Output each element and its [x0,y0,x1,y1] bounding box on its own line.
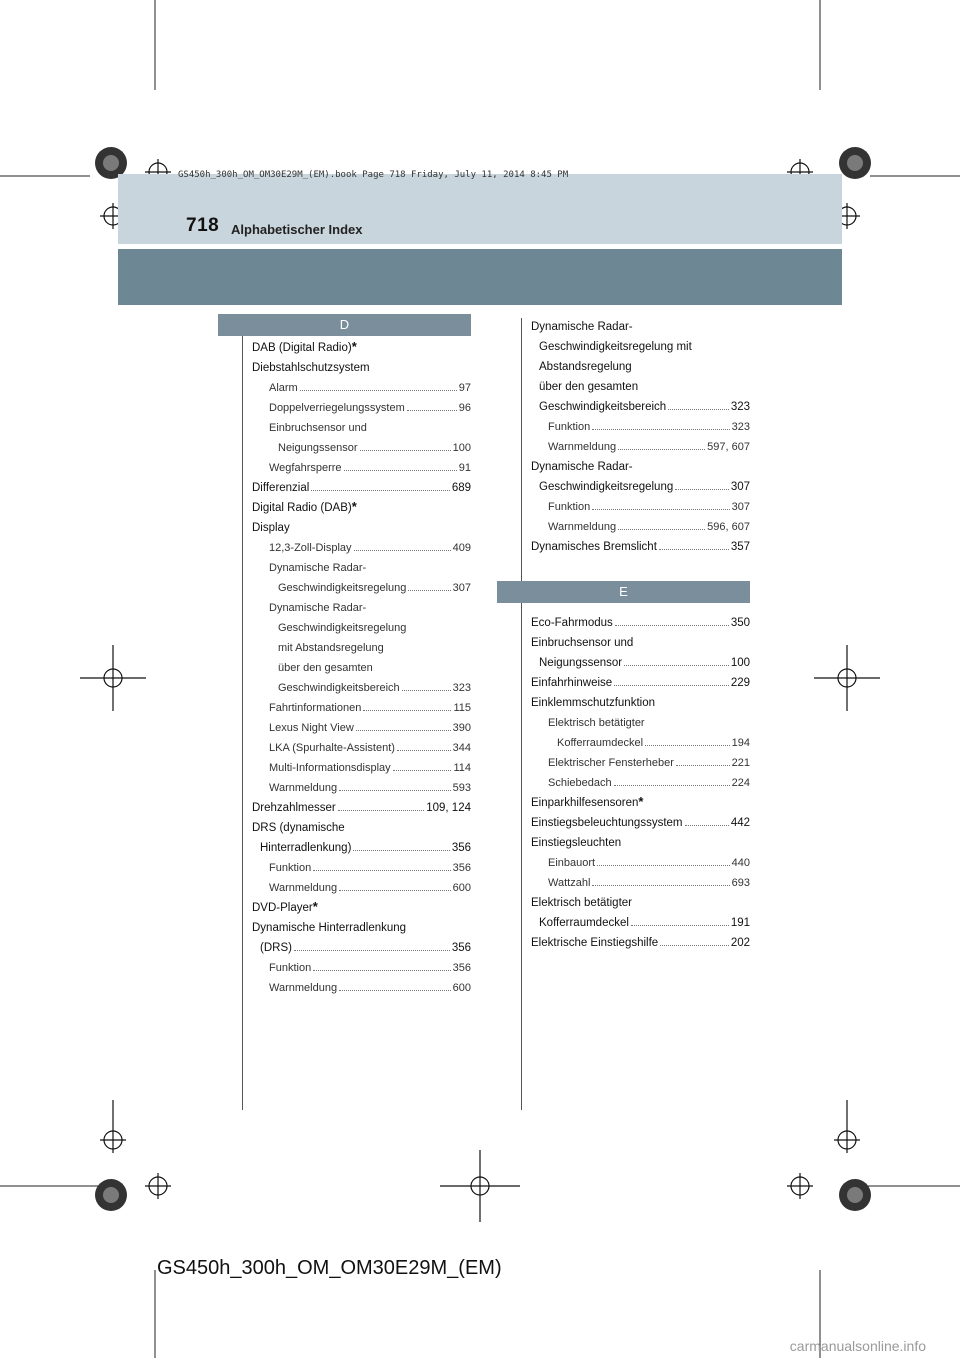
index-entry-label: Einbauort [548,857,596,869]
index-entry-label: Warnmeldung [548,521,617,533]
index-entry [252,938,471,958]
dot-leader [618,449,705,450]
index-entry-page: 100 [730,657,750,669]
index-entry [531,833,750,853]
index-entry [252,838,471,858]
index-entry: DVD-Player * [252,898,471,918]
dot-leader [408,590,450,591]
header-band-dark [118,249,842,305]
index-entry [252,418,471,438]
index-entry [531,693,750,713]
index-entry [252,878,471,898]
index-entry-label: Dynamische Radar- [531,321,633,333]
index-entry-page: 350 [730,617,750,629]
index-entry [531,813,750,833]
index-entry-page: 100 [452,442,471,454]
index-entry [252,598,471,618]
index-entry [252,398,471,418]
dot-leader [313,870,450,871]
dot-leader [615,625,729,626]
dot-leader [360,450,451,451]
index-entry-page: 409 [452,542,471,554]
index-entry-label: Funktion [269,862,312,874]
index-entry [252,818,471,838]
index-entry-page: 442 [730,817,750,829]
index-entry-label: Einparkhilfesensoren [531,797,639,809]
index-entry-label: Geschwindigkeitsbereich [278,682,400,694]
dot-leader [624,665,729,666]
section-title: Alphabetischer Index [231,222,363,237]
dot-leader [363,710,451,711]
dot-leader [356,730,451,731]
index-entry-label: Fahrtinformationen [269,702,362,714]
index-entry: Einparkhilfesensoren * [531,793,750,813]
index-entry-label: DVD-Player [252,902,313,914]
index-entry-label: Dynamische Radar- [269,602,367,614]
index-entry-label: Digital Radio (DAB) [252,502,352,514]
index-entry-label: Warnmeldung [269,782,338,794]
index-entry-page: 356 [451,842,471,854]
index-entry-page: 693 [731,877,750,889]
index-entry-label: Dynamische Hinterradlenkung [252,922,407,934]
index-entry-label: Einstiegsbeleuchtungssystem [531,817,683,829]
index-entry [252,978,471,998]
index-entry [531,417,750,437]
index-entry [531,477,750,497]
header-band-light [118,174,842,244]
index-entry-page: 202 [730,937,750,949]
index-entry-label: Diebstahlschutzsystem [252,362,370,374]
index-entry-label: über den gesamten [539,381,639,393]
dot-leader [676,765,730,766]
index-entry-page: 96 [458,402,471,414]
index-entry-label: Hinterradlenkung) [260,842,352,854]
index-entry-label: Dynamische Radar- [531,461,633,473]
index-entry-label: Funktion [548,421,591,433]
index-entry [252,478,471,498]
index-entry [252,458,471,478]
index-entry-page: 357 [730,541,750,553]
index-entry [252,438,471,458]
index-entry [252,618,471,638]
index-entry-page: 97 [458,382,471,394]
watermark: carmanualsonline.info [789,1338,926,1354]
index-entry [252,718,471,738]
dot-leader [338,810,425,811]
index-entry-page: 344 [452,742,471,754]
index-entry-page: 390 [452,722,471,734]
dot-leader [660,945,729,946]
dot-leader [592,885,729,886]
index-entry [252,958,471,978]
dot-leader [300,390,457,391]
index-entry-page: 356 [452,962,471,974]
index-entry-label: Lexus Night View [269,722,354,734]
dot-leader [645,745,730,746]
index-entry-page: 229 [730,677,750,689]
dot-leader [407,410,457,411]
index-entry [252,798,471,818]
index-entry-label: Differenzial [252,482,310,494]
index-entry-label: Schiebedach [548,777,612,789]
index-entry-label: mit Abstandsregelung [278,642,384,654]
index-entry-label: Warnmeldung [269,882,338,894]
index-entry-label: Neigungssensor [278,442,358,454]
index-entry-label: (DRS) [260,942,292,954]
index-entry [252,678,471,698]
index-entry-page: 596, 607 [707,521,750,533]
index-entry-page: 689 [451,482,471,494]
index-entry-label: Einbruchsensor und [269,422,367,434]
index-entry-page: 191 [730,917,750,929]
dot-leader [614,685,729,686]
index-entry-label: Neigungssensor [539,657,623,669]
index-entry-page: 356 [451,942,471,954]
index-entry [531,773,750,793]
index-entry-label: Dynamische Radar- [269,562,367,574]
index-entry-label: Geschwindigkeitsregelung [539,481,674,493]
index-entry [252,558,471,578]
index-entry [252,518,471,538]
index-entry [531,317,750,337]
index-entry-label: Eco-Fahrmodus [531,617,613,629]
index-entry-label: Geschwindigkeitsbereich [539,401,667,413]
dot-leader [675,489,729,490]
index-entry-label: Einklemmschutzfunktion [531,697,655,709]
dot-leader [397,750,451,751]
index-entry-label: DAB (Digital Radio) [252,342,352,354]
index-entry-page: 593 [452,782,471,794]
dot-leader [339,790,451,791]
index-entry-page: 307 [452,582,471,594]
dot-leader [313,970,450,971]
index-entry-label: Kofferraumdeckel [539,917,629,929]
dot-leader [339,990,451,991]
index-entry-label: Wattzahl [548,877,591,889]
index-entry-label: Warnmeldung [269,982,338,994]
index-entry-page: 440 [731,857,750,869]
index-entries-left [252,338,471,998]
column-divider-right [521,318,522,1110]
index-entry-label: Kofferraumdeckel [557,737,644,749]
index-entry-label: Dynamisches Bremslicht [531,541,657,553]
dot-leader [294,950,450,951]
index-entry-label: Geschwindigkeitsregelung mit [539,341,692,353]
index-entry [252,738,471,758]
dot-leader [393,770,452,771]
dot-leader [618,529,705,530]
index-entry-label: Einbruchsensor und [531,637,634,649]
index-entry-label: Doppelverriegelungssystem [269,402,405,414]
index-entry [531,913,750,933]
index-entry-label: Warnmeldung [548,441,617,453]
index-entry-page: 323 [730,401,750,413]
dot-leader [685,825,729,826]
index-entry-label: 12,3-Zoll-Display [269,542,352,554]
book-info-line: GS450h_300h_OM_OM30E29M_(EM).book Page 718 Friday, July 11, 2014 8:45 PM [178,170,569,180]
dot-leader [354,550,451,551]
index-entry [531,437,750,457]
index-column-left [252,314,471,998]
index-entry-label: LKA (Spurhalte-Assistent) [269,742,395,754]
index-entry [531,753,750,773]
index-entry-label: Geschwindigkeitsregelung [278,582,407,594]
index-entry [531,893,750,913]
index-entry-page: 194 [731,737,750,749]
index-entry-label: Elektrisch betätigter [548,717,645,729]
index-entry [531,873,750,893]
index-entry-page: 323 [731,421,750,433]
index-entry-page: 221 [731,757,750,769]
index-column-right [531,317,750,953]
dot-leader [592,509,729,510]
index-entry: DAB (Digital Radio) * [252,338,471,358]
index-entry-page: 597, 607 [707,441,750,453]
index-entry [531,853,750,873]
index-entry [252,358,471,378]
index-entries-right-bottom [531,613,750,953]
index-entry [531,397,750,417]
index-entry-page: 356 [452,862,471,874]
dot-leader [402,690,451,691]
dot-leader [668,409,729,410]
index-entry-label: Elektrische Einstiegshilfe [531,937,659,949]
index-entry-label: Elektrisch betätigter [531,897,632,909]
index-entry-label: Alarm [269,382,298,394]
index-entry-label: Wegfahrsperre [269,462,342,474]
index-entry: Digital Radio (DAB) * [252,498,471,518]
index-entry-page: 323 [452,682,471,694]
index-entry-label: Einfahrhinweise [531,677,613,689]
index-entry [252,918,471,938]
index-entry [252,578,471,598]
section-heading-e: E [497,581,750,603]
dot-leader [597,865,730,866]
index-entry-page: 224 [731,777,750,789]
index-entry [531,933,750,953]
dot-leader [339,890,451,891]
page-number: 718 [186,215,220,236]
dot-leader [353,850,449,851]
index-entry [252,638,471,658]
index-entry-label: Drehzahlmesser [252,802,336,814]
index-entry-page: 109, 124 [426,802,471,814]
index-entry-page: 114 [453,762,471,774]
index-entry [531,653,750,673]
dot-leader [614,785,730,786]
index-entry-label: Multi-Informationsdisplay [269,762,391,774]
index-entry [252,858,471,878]
dot-leader [592,429,729,430]
dot-leader [659,549,729,550]
index-entry [531,633,750,653]
index-entry [252,658,471,678]
dot-leader [311,490,449,491]
index-entry-page: 307 [731,501,750,513]
index-entry [531,497,750,517]
index-entry [531,377,750,397]
index-entry-label: Funktion [269,962,312,974]
index-entry [531,673,750,693]
index-entry [531,517,750,537]
index-entry-label: Funktion [548,501,591,513]
index-entry [252,698,471,718]
index-entries-right-top [531,317,750,557]
index-entry-label: Geschwindigkeitsregelung [278,622,407,634]
column-divider-left [242,318,243,1110]
index-entry [531,537,750,557]
index-entry-page: 115 [453,702,471,714]
index-entry-label: Abstandsregelung [539,361,632,373]
index-entry-label: DRS (dynamische [252,822,345,834]
index-entry-label: Display [252,522,290,534]
index-entry-page: 307 [730,481,750,493]
section-heading-d: D [218,314,471,336]
dot-leader [631,925,729,926]
index-entry [531,713,750,733]
index-entry [531,357,750,377]
footer-manual-code: GS450h_300h_OM_OM30E29M_(EM) [157,1257,502,1279]
index-entry [531,457,750,477]
dot-leader [344,470,457,471]
index-entry [252,538,471,558]
index-entry [531,613,750,633]
index-entry-label: über den gesamten [278,662,373,674]
index-entry [252,758,471,778]
index-entry-label: Einstiegsleuchten [531,837,622,849]
index-entry [252,378,471,398]
index-entry-label: Elektrischer Fensterheber [548,757,674,769]
index-entry-page: 600 [452,982,471,994]
index-entry [252,778,471,798]
index-entry-page: 91 [458,462,471,474]
index-entry [531,733,750,753]
index-entry-page: 600 [452,882,471,894]
index-entry [531,337,750,357]
